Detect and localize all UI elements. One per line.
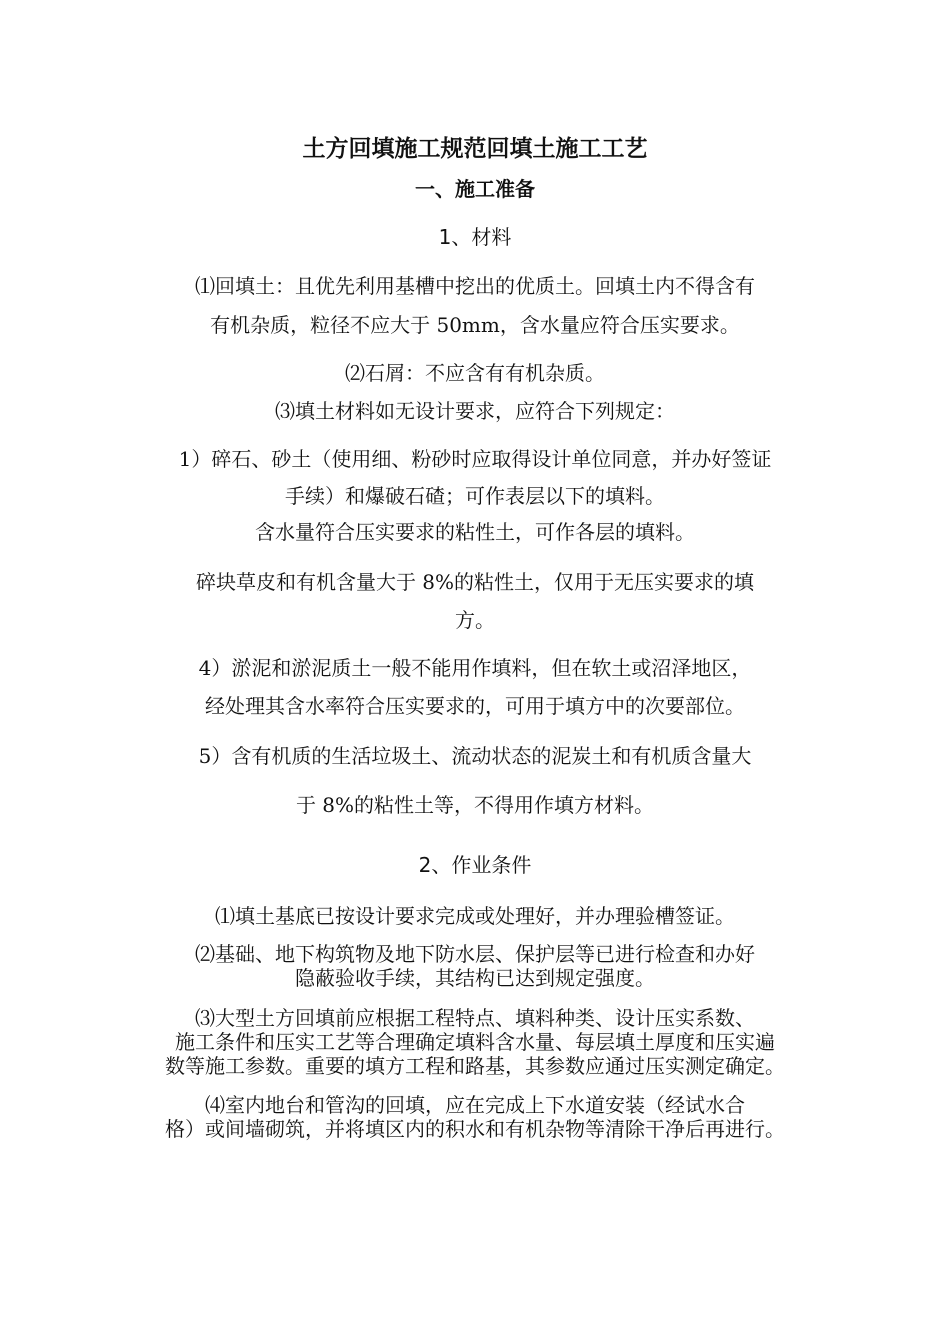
rule-3-line-2: 方。 [455, 608, 495, 632]
condition-2-line-2: 隐蔽验收手续，其结构已达到规定强度。 [295, 966, 655, 990]
condition-3-line-1: ⑶大型土方回填前应根据工程特点、填料种类、设计压实系数、 [195, 1006, 755, 1030]
condition-2-line-1: ⑵基础、地下构筑物及地下防水层、保护层等已进行检查和办好 [195, 942, 755, 966]
rule-1-line-2: 手续）和爆破石碴；可作表层以下的填料。 [285, 484, 665, 508]
rule-1-line-1: 1）碎石、砂土（使用细、粉砂时应取得设计单位同意，并办好签证 [178, 447, 772, 471]
rule-2: 含水量符合压实要求的粘性土，可作各层的填料。 [255, 520, 695, 544]
rule-4-line-2: 经处理其含水率符合压实要求的，可用于填方中的次要部位。 [205, 694, 745, 718]
condition-4-line-2: 格）或间墙砌筑，并将填区内的积水和有机杂物等清除干净后再进行。 [165, 1117, 785, 1141]
subheading-work-conditions: 2、作业条件 [418, 853, 532, 877]
condition-1: ⑴填土基底已按设计要求完成或处理好，并办理验槽签证。 [215, 904, 735, 928]
section-heading-preparation: 一、施工准备 [415, 177, 535, 201]
materials-item-2: ⑵石屑：不应含有有机杂质。 [345, 361, 605, 385]
subheading-materials: 1、材料 [438, 225, 512, 249]
rule-3-line-1: 碎块草皮和有机含量大于 8%的粘性土，仅用于无压实要求的填 [195, 570, 755, 594]
condition-3-line-3: 数等施工参数。重要的填方工程和路基，其参数应通过压实测定确定。 [165, 1054, 785, 1078]
materials-item-1-line-1: ⑴回填土：且优先利用基槽中挖出的优质土。回填土内不得含有 [195, 274, 755, 298]
doc-title: 土方回填施工规范回填土施工工艺 [302, 136, 648, 162]
condition-3-line-2: 施工条件和压实工艺等合理确定填料含水量、每层填土厚度和压实遍 [175, 1030, 775, 1054]
rule-4-line-1: 4）淤泥和淤泥质土一般不能用作填料，但在软土或沼泽地区， [198, 656, 752, 680]
materials-item-1-line-2: 有机杂质，粒径不应大于 50mm，含水量应符合压实要求。 [210, 313, 740, 337]
rule-5-line-2: 于 8%的粘性土等，不得用作填方材料。 [295, 793, 655, 817]
rule-5-line-1: 5）含有机质的生活垃圾土、流动状态的泥炭土和有机质含量大 [198, 744, 752, 768]
materials-item-3: ⑶填土材料如无设计要求，应符合下列规定： [275, 399, 675, 423]
condition-4-line-1: ⑷室内地台和管沟的回填，应在完成上下水道安装（经试水合 [205, 1093, 745, 1117]
